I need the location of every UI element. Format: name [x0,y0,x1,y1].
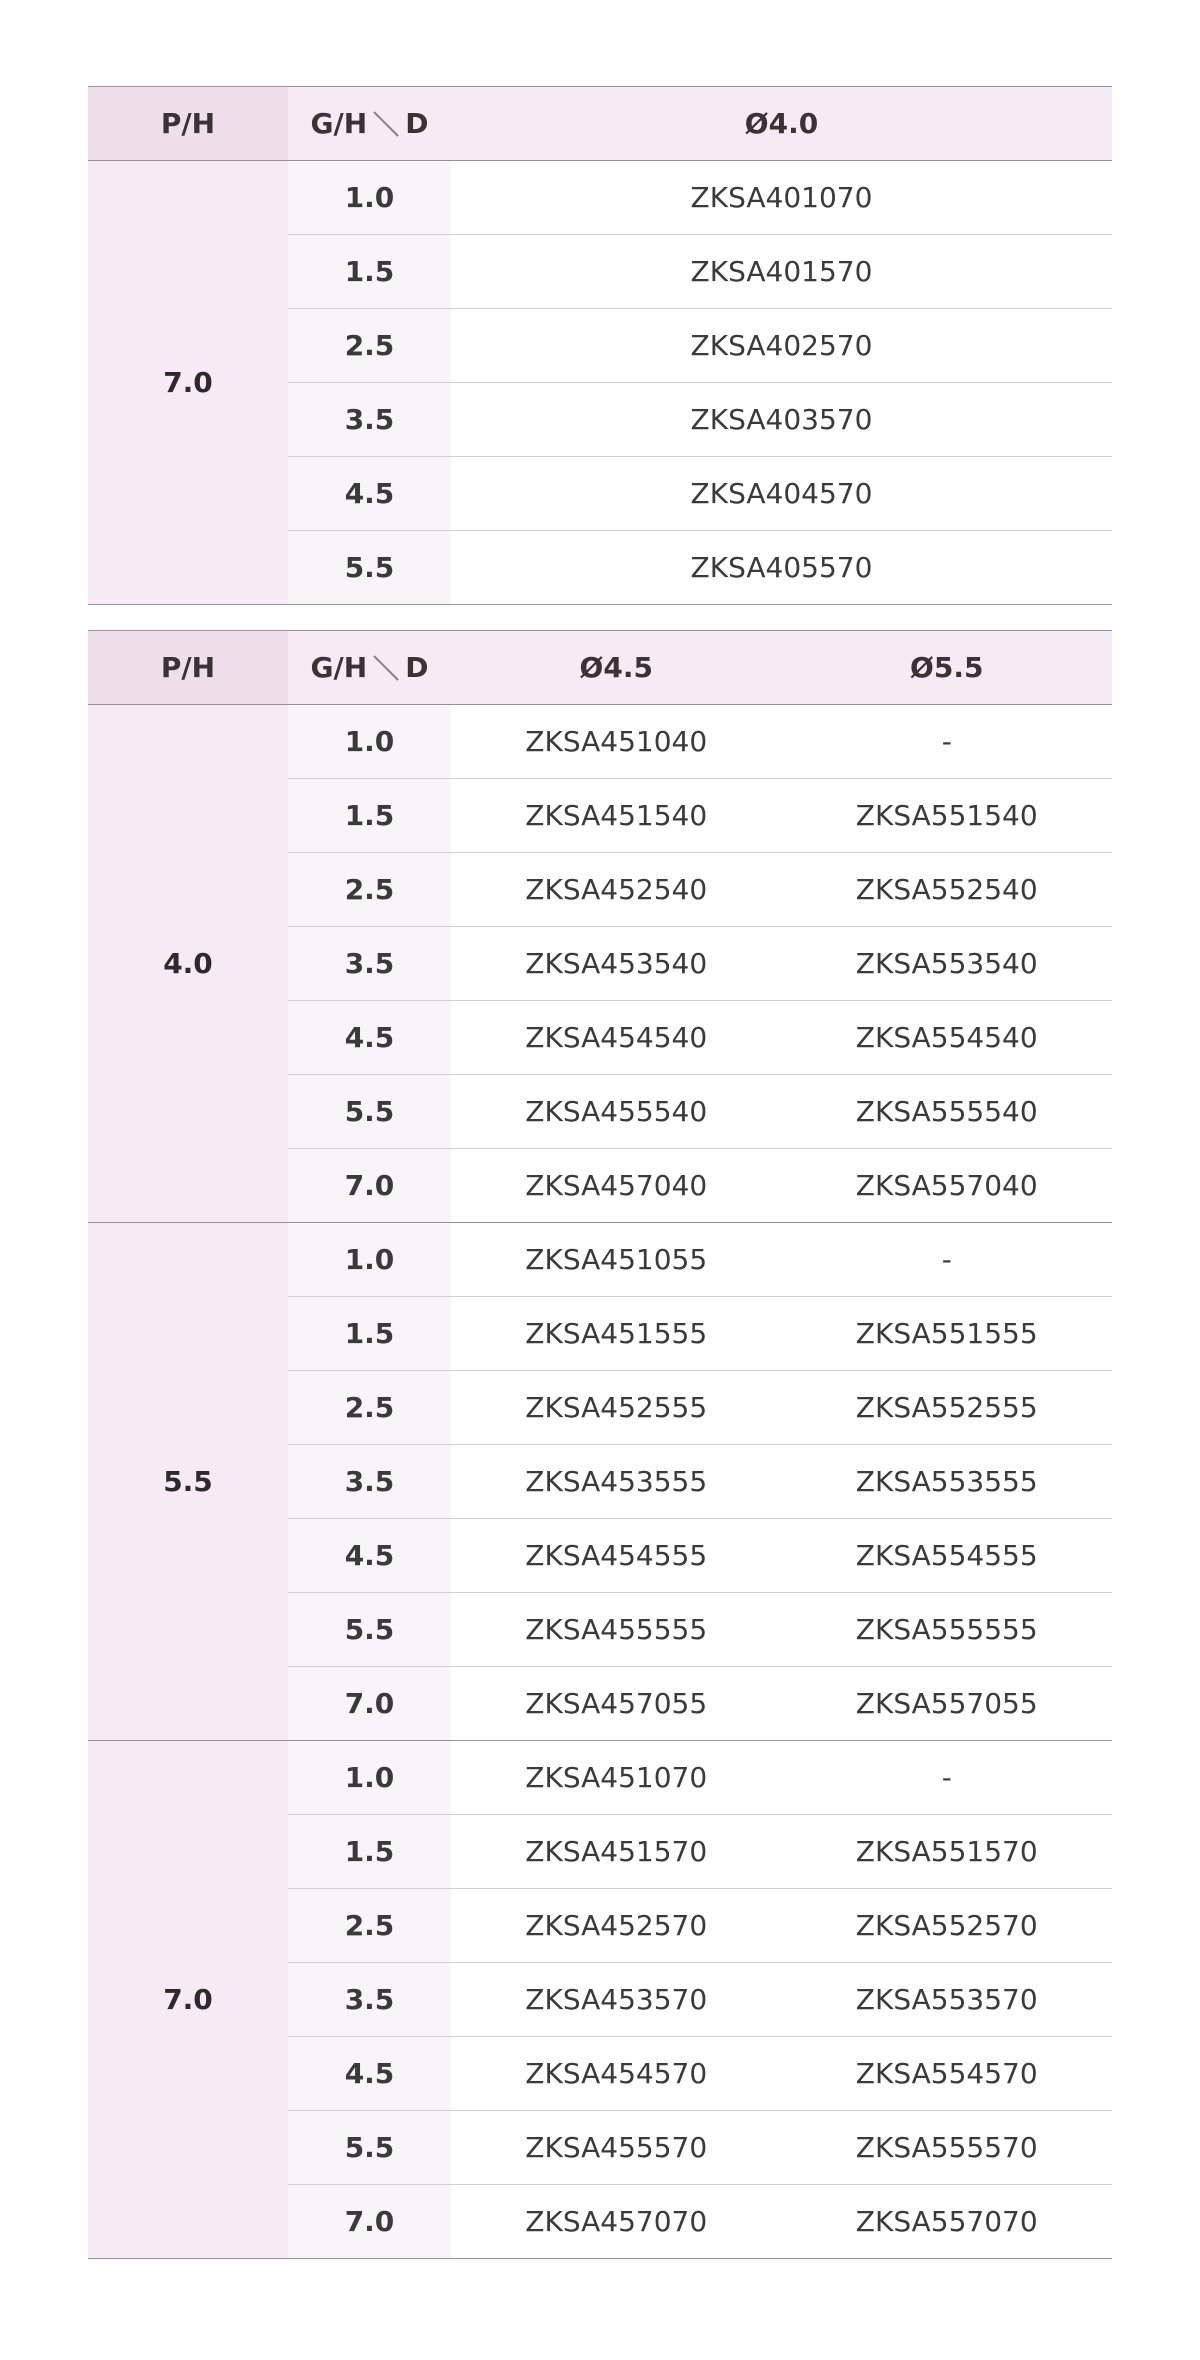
gh-cell: 1.5 [288,235,451,309]
part-code-cell: ZKSA451555 [451,1297,782,1371]
part-code-cell: ZKSA401070 [451,161,1112,235]
part-code-cell: ZKSA557070 [782,2185,1113,2259]
part-code-cell: ZKSA552555 [782,1371,1113,1445]
header-row [88,631,1112,705]
part-code-cell: ZKSA451055 [451,1223,782,1297]
part-code-cell: ZKSA555540 [782,1075,1113,1149]
part-code-cell: ZKSA451040 [451,705,782,779]
gh-cell: 2.5 [288,853,451,927]
part-code-cell: ZKSA551540 [782,779,1113,853]
gh-cell: 5.5 [288,1075,451,1149]
part-code-cell: ZKSA452540 [451,853,782,927]
part-code-cell: ZKSA404570 [451,457,1112,531]
gh-cell: 1.5 [288,779,451,853]
diameter-header: Ø4.0 [451,87,1112,161]
part-code-cell: ZKSA551555 [782,1297,1113,1371]
part-code-cell: - [782,705,1113,779]
part-code-cell: ZKSA457055 [451,1667,782,1741]
diameter-header: Ø4.5 [451,631,782,705]
part-code-cell: ZKSA457070 [451,2185,782,2259]
spec-table-1 [88,86,1112,605]
table-row [88,161,1112,235]
gh-cell: 3.5 [288,1963,451,2037]
spec-table [88,630,1112,2259]
part-code-cell: ZKSA554570 [782,2037,1113,2111]
part-code-cell: ZKSA553570 [782,1963,1113,2037]
gh-cell: 5.5 [288,531,451,605]
part-code-cell: ZKSA455555 [451,1593,782,1667]
spec-table-2 [88,630,1112,2259]
part-code-cell: - [782,1223,1113,1297]
ph-header: P/H [88,87,288,161]
ph-group-cell: 4.0 [88,705,288,1223]
ph-group-cell: 5.5 [88,1223,288,1741]
part-code-cell: ZKSA453540 [451,927,782,1001]
gh-cell: 4.5 [288,1519,451,1593]
ph-header: P/H [88,631,288,705]
table-row [88,1741,1112,1815]
part-code-cell: ZKSA551570 [782,1815,1113,1889]
gh-cell: 7.0 [288,2185,451,2259]
part-code-cell: ZKSA452555 [451,1371,782,1445]
part-code-cell: ZKSA451570 [451,1815,782,1889]
part-code-cell: ZKSA454555 [451,1519,782,1593]
ph-group-cell: 7.0 [88,1741,288,2259]
part-code-cell: ZKSA557055 [782,1667,1113,1741]
gh-cell: 4.5 [288,2037,451,2111]
part-code-cell: ZKSA553555 [782,1445,1113,1519]
gh-cell: 1.0 [288,705,451,779]
part-code-cell: ZKSA554555 [782,1519,1113,1593]
part-code-cell: ZKSA455540 [451,1075,782,1149]
table-row [88,705,1112,779]
spec-table [88,86,1112,605]
gh-cell: 2.5 [288,1371,451,1445]
d-label: D [405,651,429,684]
part-code-cell: ZKSA451540 [451,779,782,853]
gh-cell: 4.5 [288,457,451,531]
gh-cell: 3.5 [288,383,451,457]
part-code-cell: ZKSA454570 [451,2037,782,2111]
ph-group-cell: 7.0 [88,161,288,605]
gh-cell: 1.5 [288,1815,451,1889]
gh-cell: 2.5 [288,1889,451,1963]
part-code-cell: ZKSA457040 [451,1149,782,1223]
part-code-cell: ZKSA402570 [451,309,1112,383]
part-code-cell: ZKSA453570 [451,1963,782,2037]
gh-cell: 1.5 [288,1297,451,1371]
part-code-cell: ZKSA552540 [782,853,1113,927]
table-row [88,1223,1112,1297]
part-code-cell: ZKSA552570 [782,1889,1113,1963]
diagonal-slash-icon [371,109,401,139]
gh-cell: 5.5 [288,2111,451,2185]
gh-cell: 4.5 [288,1001,451,1075]
part-code-cell: ZKSA553540 [782,927,1113,1001]
part-code-cell: ZKSA401570 [451,235,1112,309]
gh-cell: 1.0 [288,161,451,235]
gh-d-label [311,651,429,684]
gh-cell: 7.0 [288,1667,451,1741]
part-code-cell: ZKSA453555 [451,1445,782,1519]
header-row [88,87,1112,161]
part-code-cell: ZKSA405570 [451,531,1112,605]
d-label: D [405,107,429,140]
gh-cell: 1.0 [288,1741,451,1815]
part-code-cell: ZKSA555570 [782,2111,1113,2185]
gh-cell: 5.5 [288,1593,451,1667]
part-code-cell: ZKSA403570 [451,383,1112,457]
part-code-cell: ZKSA452570 [451,1889,782,1963]
gh-label: G/H [310,107,368,140]
diameter-header: Ø5.5 [782,631,1113,705]
gh-cell: 2.5 [288,309,451,383]
gh-label: G/H [310,651,368,684]
gh-cell: 3.5 [288,927,451,1001]
part-code-cell: ZKSA554540 [782,1001,1113,1075]
part-code-cell: - [782,1741,1113,1815]
gh-cell: 1.0 [288,1223,451,1297]
part-code-cell: ZKSA555555 [782,1593,1113,1667]
gh-cell: 3.5 [288,1445,451,1519]
gh-d-header [288,87,451,161]
gh-d-header [288,631,451,705]
gh-d-label [311,107,429,140]
part-code-cell: ZKSA451070 [451,1741,782,1815]
part-code-cell: ZKSA557040 [782,1149,1113,1223]
part-code-cell: ZKSA454540 [451,1001,782,1075]
gh-cell: 7.0 [288,1149,451,1223]
diagonal-slash-icon [371,653,401,683]
part-code-cell: ZKSA455570 [451,2111,782,2185]
